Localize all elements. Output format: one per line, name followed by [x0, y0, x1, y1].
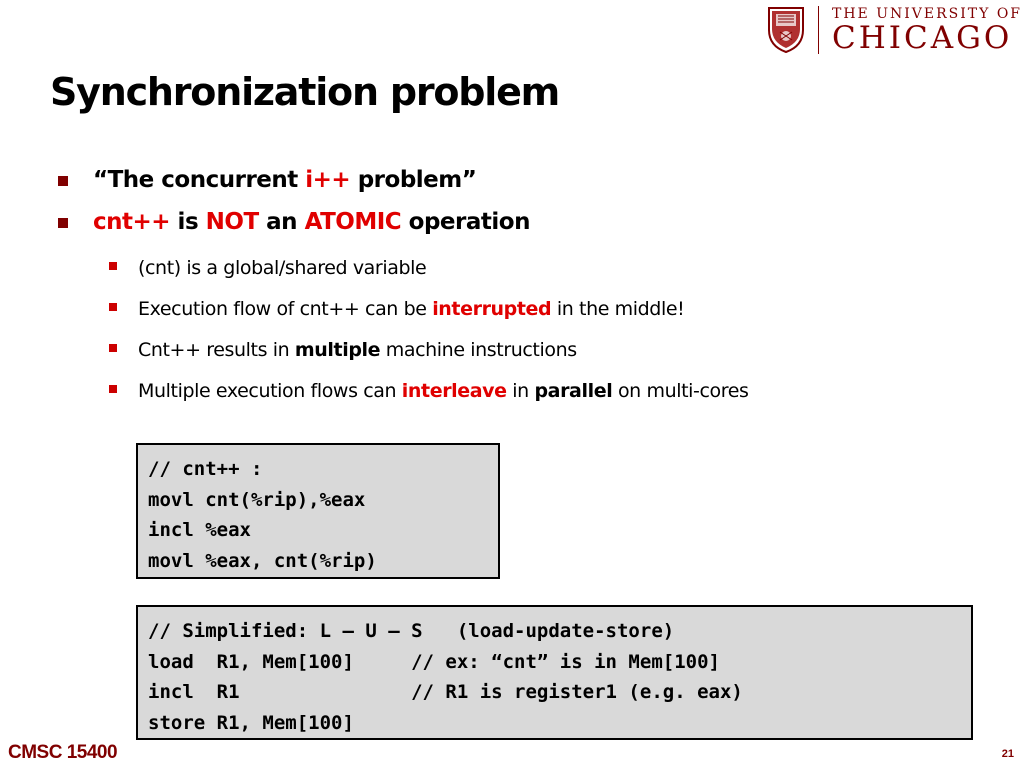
- code-line: movl cnt(%rip),%eax: [148, 488, 366, 511]
- logo-line-university: THE UNIVERSITY OF: [832, 6, 1023, 22]
- bullet-text: is: [170, 209, 206, 235]
- sub-bullet-highlight: interrupted: [432, 298, 552, 320]
- bullet-square-icon: [58, 218, 68, 228]
- page-number: 21: [1001, 748, 1014, 760]
- bullet-highlight: ATOMIC: [304, 209, 402, 235]
- bullet-square-icon: [58, 176, 68, 186]
- code-line: load R1, Mem[100] // ex: “cnt” is in Mem[100]: [148, 650, 720, 673]
- code-block-load-update-store: [136, 605, 973, 740]
- bullet-text: problem”: [350, 167, 477, 193]
- sub-bullet-text: in: [506, 380, 535, 402]
- logo-line-chicago: CHICAGO: [832, 20, 1013, 56]
- bullet-highlight: cnt++: [93, 209, 171, 235]
- sub-bullet-text: Cnt++ results in: [138, 339, 295, 361]
- sub-bullet-text: Multiple execution flows can: [138, 380, 402, 402]
- sub-bullet-square-icon: [109, 385, 117, 393]
- code-line: incl %eax: [148, 519, 251, 541]
- sub-bullet-text: in the middle!: [551, 298, 685, 320]
- sub-bullet-text: Execution flow of cnt++ can be: [138, 298, 433, 320]
- code-line: movl %eax, cnt(%rip): [148, 549, 377, 572]
- bullet-text: an: [258, 209, 305, 235]
- sub-bullet-global-variable: [56, 250, 1004, 291]
- code-line: // Simplified: L – U – S (load-update-store): [148, 620, 675, 642]
- bullet-concurrent-problem: [56, 160, 1004, 202]
- university-logo: [766, 4, 1024, 56]
- sub-bullet-bold: parallel: [534, 380, 613, 402]
- bullet-list: [56, 160, 1004, 414]
- sub-bullet-square-icon: [109, 303, 117, 311]
- bullet-text: operation: [401, 209, 530, 235]
- course-label: CMSC 15400: [8, 742, 118, 763]
- code-line: incl R1 // R1 is register1 (e.g. eax): [148, 681, 743, 703]
- sub-bullet-bold: multiple: [294, 339, 381, 361]
- slide-title: Synchronization problem: [50, 70, 560, 114]
- sub-bullet-multiple-instructions: [56, 332, 1004, 373]
- sub-bullet-square-icon: [109, 344, 117, 352]
- sub-bullet-text: on multi-cores: [612, 380, 749, 402]
- logo-divider: [818, 6, 819, 54]
- bullet-not-atomic: [56, 202, 1004, 244]
- bullet-highlight: NOT: [205, 209, 259, 235]
- sub-bullet-text: machine instructions: [380, 339, 577, 361]
- code-line: // cnt++ :: [148, 458, 263, 480]
- sub-bullet-list: [56, 250, 1004, 414]
- sub-bullet-interleave: [56, 373, 1004, 414]
- sub-bullet-highlight: interleave: [401, 380, 507, 402]
- code-block-cnt-increment: [136, 443, 500, 579]
- bullet-highlight: i++: [305, 167, 351, 193]
- sub-bullet-text: (cnt) is a global/shared variable: [138, 257, 427, 279]
- sub-bullet-interrupted: [56, 291, 1004, 332]
- university-seal-icon: [766, 4, 806, 54]
- sub-bullet-square-icon: [109, 262, 117, 270]
- code-line: store R1, Mem[100]: [148, 711, 354, 734]
- bullet-text: “The concurrent: [93, 167, 306, 193]
